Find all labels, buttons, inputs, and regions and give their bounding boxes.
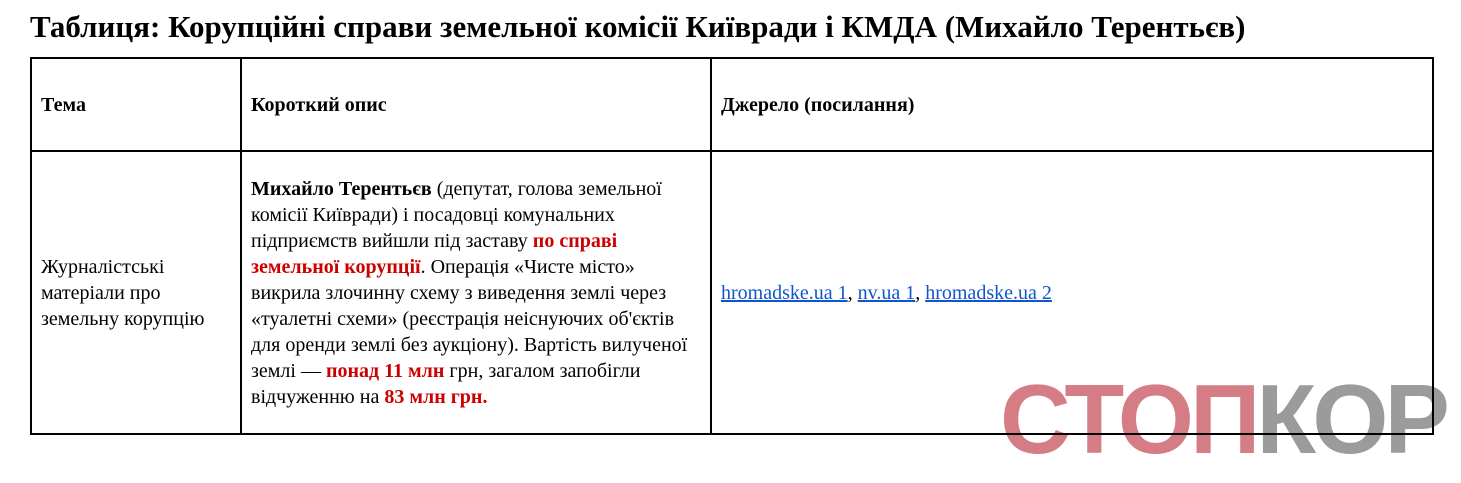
- watermark-stop-text: СТОП: [1000, 364, 1257, 474]
- source-link-2[interactable]: nv.ua 1: [857, 281, 916, 304]
- column-header-source: Джерело (посилання): [711, 58, 1433, 151]
- source-separator: ,: [915, 281, 926, 304]
- column-header-description: Короткий опис: [241, 58, 711, 151]
- description-segment: по справі земельної корупції: [251, 229, 618, 278]
- source-link-3[interactable]: hromadske.ua 2: [925, 281, 1052, 304]
- column-header-topic: Тема: [31, 58, 241, 151]
- description-segment: понад 11 млн: [325, 359, 445, 382]
- page-title: Таблиця: Корупційні справи земельної комісії Київради і КМДА (Михайло Терентьєв): [30, 9, 1246, 44]
- description-segment: (депутат, голова земельної комісії Київради) і посадовці комунальних підприємств вийшли під заставу: [251, 177, 662, 252]
- cell-topic: Журналістські матеріали про земельну корупцію: [31, 151, 241, 434]
- header-row: [31, 58, 1433, 151]
- description-segment: грн, загалом запобігли відчуженню на: [251, 359, 641, 408]
- description-segment: Михайло Терентьєв: [251, 177, 432, 200]
- watermark-kor-text: КОР: [1256, 364, 1446, 474]
- description-segment: . Операція «Чисте місто» викрила злочинну схему з виведення землі через «туалетні схеми» (реєстрація неіснуючих об'єктів для оренди землі без аукціону). Вартість вилученої землі —: [251, 255, 688, 382]
- source-link-1[interactable]: hromadske.ua 1: [721, 281, 848, 304]
- description-segment: 83 млн грн.: [384, 385, 488, 408]
- source-separator: ,: [847, 281, 858, 304]
- cell-sources: [711, 151, 1433, 434]
- corruption-cases-table: [30, 57, 1434, 435]
- cell-description: [241, 151, 711, 434]
- table-row: [31, 151, 1433, 434]
